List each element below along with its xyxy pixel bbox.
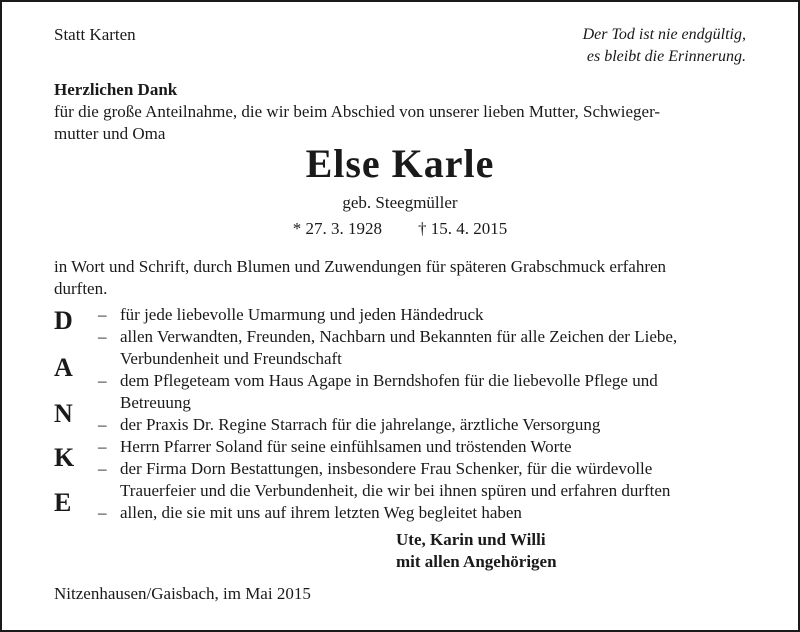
quote-line: es bleibt die Erinnerung. [586, 48, 746, 65]
list-item-line: für jede liebevolle Umarmung und jeden Händedruck [120, 305, 484, 324]
list-dash: – [98, 415, 107, 434]
maiden-name: geb. Steegmüller [342, 193, 458, 212]
list-dash: – [98, 305, 107, 324]
thanks-list-item [98, 370, 758, 414]
danke-letter: N [54, 399, 73, 428]
list-dash: – [98, 327, 107, 346]
thanks-list-item [98, 502, 758, 524]
thanks-list-item [98, 414, 758, 436]
list-item-line: der Praxis Dr. Regine Starrach für die jahrelange, ärztliche Versorgung [120, 415, 601, 434]
danke-letter: A [54, 353, 73, 382]
statt-karten-label: Statt Karten [54, 25, 136, 44]
deceased-name: Else Karle [305, 141, 495, 186]
danke-letter: K [54, 443, 75, 472]
signature-line: Ute, Karin und Willi [396, 530, 546, 549]
list-item-line: der Firma Dorn Bestattungen, insbesondere Frau Schenker, für die würdevolle [120, 459, 653, 478]
signature [396, 529, 557, 573]
list-item-line: Betreuung [120, 393, 191, 412]
thanks-text [54, 101, 754, 145]
intro-text [54, 256, 754, 300]
list-item-line: allen Verwandten, Freunden, Nachbarn und Bekannten für alle Zeichen der Liebe, [120, 327, 678, 346]
birth-date: * 27. 3. 1928 [292, 219, 382, 238]
thanks-list [98, 304, 758, 524]
quote-line: Der Tod ist nie endgültig, [582, 26, 746, 43]
list-item-line: dem Pflegeteam vom Haus Agape in Berndshofen für die liebevolle Pflege und [120, 371, 658, 390]
intro-line: in Wort und Schrift, durch Blumen und Zuwendungen für späteren Grabschmuck erfahren [54, 257, 667, 276]
thanks-list-item [98, 436, 758, 458]
memorial-quote [583, 24, 746, 68]
list-dash: – [98, 503, 107, 522]
thanks-list-item [98, 304, 758, 326]
death-date: † 15. 4. 2015 [418, 219, 508, 238]
list-item-line: Verbundenheit und Freundschaft [120, 349, 342, 368]
thanks-list-item [98, 458, 758, 502]
list-item-line: allen, die sie mit uns auf ihrem letzten Weg begleitet haben [120, 503, 522, 522]
thanks-text-line: mutter und Oma [54, 124, 166, 143]
life-dates [2, 218, 798, 240]
thanks-heading: Herzlichen Dank [54, 80, 178, 99]
intro-line: durften. [54, 279, 108, 298]
thanks-text-line: für die große Anteilnahme, die wir beim Abschied von unserer lieben Mutter, Schwieger- [54, 102, 661, 121]
place-and-date: Nitzenhausen/Gaisbach, im Mai 2015 [54, 584, 311, 603]
list-dash: – [98, 437, 107, 456]
list-item-line: Trauerfeier und die Verbundenheit, die wir bei ihnen spüren und erfahren durften [120, 481, 671, 500]
danke-letter: D [54, 306, 73, 335]
list-item-line: Herrn Pfarrer Soland für seine einfühlsamen und tröstenden Worte [120, 437, 572, 456]
thanks-list-item [98, 326, 758, 370]
list-dash: – [98, 459, 107, 478]
list-dash: – [98, 371, 107, 390]
signature-line: mit allen Angehörigen [396, 552, 557, 571]
danke-letter: E [54, 488, 72, 517]
